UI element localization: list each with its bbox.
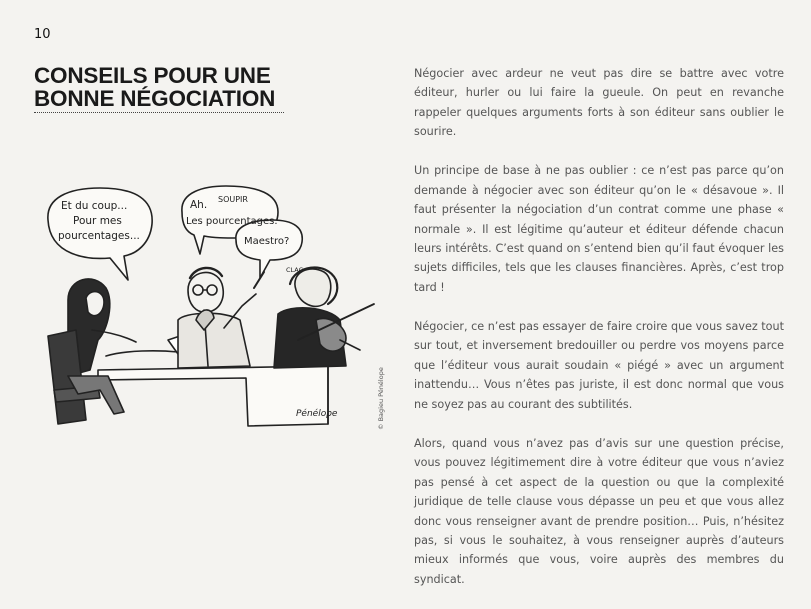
woman-figure (48, 279, 136, 424)
page-number: 10 (34, 27, 51, 42)
article-body (414, 64, 784, 609)
bubble-left-line-1: Et du coup... (61, 200, 128, 212)
sound-effect-clac: CLAC (286, 266, 304, 274)
artist-signature: Pénélope (296, 409, 338, 419)
bubble-left-line-2: Pour mes (73, 215, 122, 227)
paragraph-2: Un principe de base à ne pas oublier : ce n’est pas parce qu’on demande à négocier avec son éditeur qu’on le « désavoue ». Il faut présenter la négociation d’un contrat comme une phase « normale ». Il est légitime qu’auteur et éditeur défende chacun leurs intérêts. C’est quand on s’entend bien qu’il faut évoquer les sujets difficiles, tels que les clauses financières. Après, c’est trop tard ! (414, 164, 784, 294)
paragraph-1: Négocier avec ardeur ne veut pas dire se battre avec votre éditeur, hurler ou lui faire la gueule. On peut en revanche rappeler quelques arguments forts à son éditeur sans oublier le sourire. (414, 67, 784, 139)
violinist-figure (274, 268, 374, 368)
cartoon-illustration (28, 180, 390, 442)
bubble-middle-ah: Ah. (190, 199, 208, 211)
title-line-1: CONSEILS POUR UNE (34, 63, 271, 88)
bubble-middle-line-2: Les pourcentages. (186, 216, 278, 227)
paragraph-3: Négocier, ce n’est pas essayer de faire croire que vous savez tout sur tout, et inversement bredouiller ou perdre vos moyens parce que l’éditeur vous aurait soudain « piégé » avec un argument inattendu… Vous n’êtes pas juriste, il est donc normal que vous ne soyez pas au courant des subtilités. (414, 320, 784, 411)
title-line-2: BONNE NÉGOCIATION (34, 86, 276, 111)
page-title (34, 64, 334, 110)
illustration-credit: © Bagieu Pénélope (377, 367, 385, 430)
editor-man-figure (178, 268, 264, 368)
bubble-left-line-3: pourcentages... (58, 230, 140, 242)
paragraph-4: Alors, quand vous n’avez pas d’avis sur une question précise, vous pouvez légitimement dire à votre éditeur que vous n’aviez pas pensé à cet aspect de la question ou que la complexité juridique de telle clause vous dépasse un peu et que vous allez donc vous renseigner avant de prendre position… Puis, n’hésitez pas, si vous le souhaitez, à vous renseigner auprès d’auteurs mieux informés que vous, voire auprès des membres du syndicat. (414, 436, 784, 586)
bubble-right-text: Maestro? (244, 236, 290, 247)
title-dotted-rule (34, 112, 284, 113)
bubble-middle-sigh: SOUPIR (218, 195, 248, 204)
